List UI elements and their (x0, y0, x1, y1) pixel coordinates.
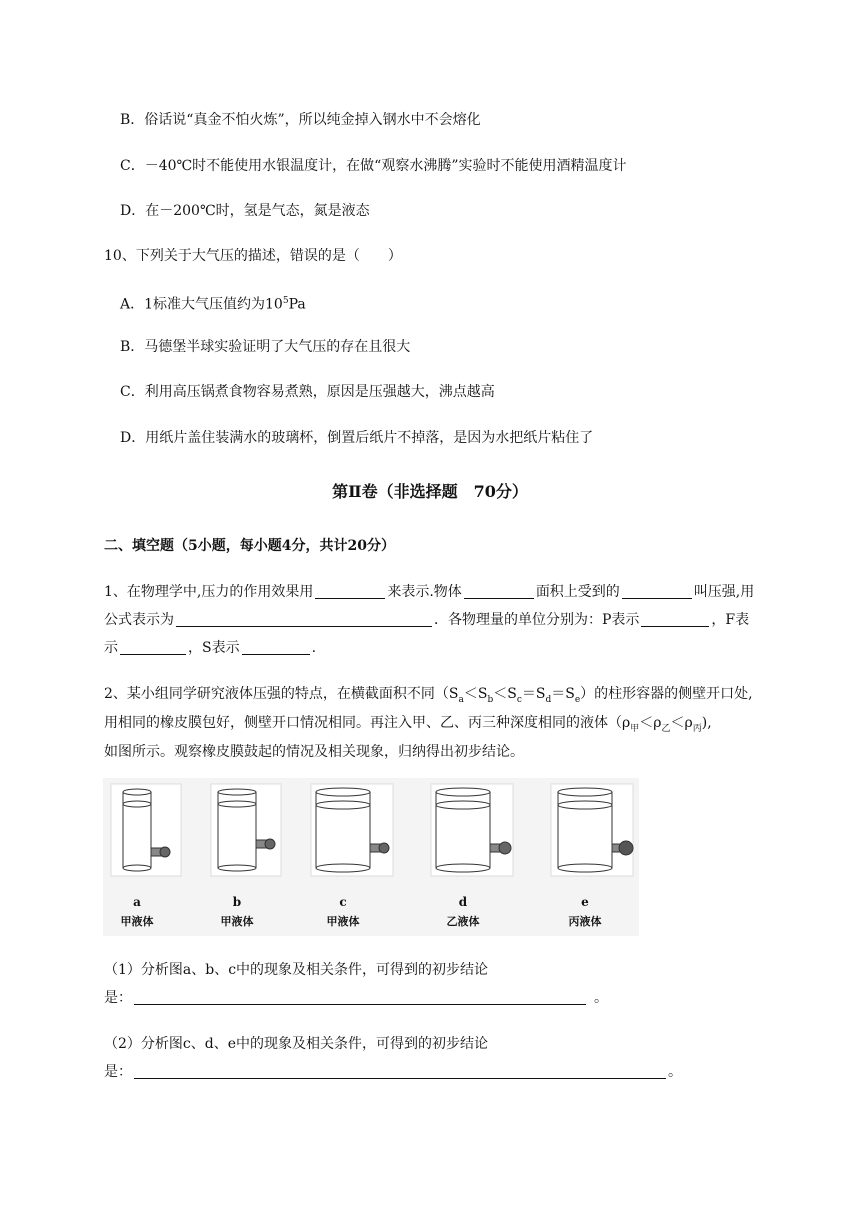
q2-line-2 (104, 713, 712, 739)
figure-liquid-b: 甲液体 (220, 915, 254, 928)
q2-sub2-blank[interactable] (134, 1064, 666, 1079)
q1-blank-p[interactable] (641, 612, 709, 627)
q2-eq-2: ＝S (551, 686, 575, 702)
q2-sub1-line-1: （1）分析图a、b、c中的现象及相关条件，可得到的初步结论 (104, 962, 489, 978)
q10-option-a-unit: Pa (288, 296, 306, 313)
q2-eq-1: ＝S (521, 686, 546, 702)
q2-text-4: ), (701, 715, 712, 731)
q1-line-2 (104, 610, 749, 630)
figure-liquid-a: 甲液体 (120, 915, 154, 928)
q1-blank-2[interactable] (464, 584, 534, 599)
container-c (311, 784, 393, 876)
q10-option-d: D．用纸片盖住装满水的玻璃杯，倒置后纸片不掉落，是因为水把纸片粘住了 (120, 430, 594, 446)
q1-blank-3[interactable] (622, 584, 692, 599)
section-title: 第Ⅱ卷（非选择题 70分） (332, 482, 528, 501)
q2-sub1-line-2 (104, 988, 608, 1008)
q2-lt-2: ＜S (493, 686, 517, 702)
q10-stem: 10、下列关于大气压的描述，错误的是（ ） (104, 248, 402, 264)
q10-option-c: C．利用高压锅煮食物容易煮熟，原因是压强越大，沸点越高 (120, 384, 495, 400)
q2-lt-3: ＜ρ (639, 715, 662, 731)
q10-option-a (120, 291, 306, 315)
q2-text-2: ）的柱形容器的侧壁开口处, (580, 686, 753, 702)
figure-label-a: a (133, 895, 141, 909)
figure-label-c: c (339, 895, 347, 909)
figure-liquid-e: 丙液体 (568, 915, 602, 928)
container-a (111, 784, 181, 876)
q1-line-1 (104, 582, 754, 602)
q2-sub2-end: 。 (668, 1064, 682, 1080)
q2-sub-d: d (545, 694, 552, 705)
q2-sub-c: c (516, 694, 522, 705)
q2-sub-e: e (574, 694, 581, 705)
container-d (431, 784, 513, 876)
container-b (211, 784, 281, 876)
figure-liquid-c: 甲液体 (326, 915, 360, 928)
q1-text-8: 示 (104, 640, 118, 656)
figure-label-e: e (581, 895, 589, 909)
q2-line-3: 如图所示。观察橡皮膜鼓起的情况及相关现象，归纳得出初步结论。 (104, 744, 524, 760)
q1-text-6: ．各物理量的单位分别为：P表示 (434, 612, 640, 628)
q2-sub-jia: 甲 (630, 723, 640, 734)
q1-blank-1[interactable] (315, 584, 385, 599)
figure-label-b: b (232, 895, 242, 909)
q1-blank-s[interactable] (242, 640, 310, 655)
part2-heading: 二、填空题（5小题，每小题4分，共计20分） (104, 538, 395, 554)
figure-label-d: d (458, 895, 468, 909)
q2-sub-b: b (487, 694, 494, 705)
q2-sub1-label: 是： (104, 990, 132, 1006)
q1-text-4: 叫压强,用 (693, 584, 755, 600)
q2-text-1: 2、某小组同学研究液体压强的特点，在横截面积不同（S (104, 686, 459, 702)
q2-sub2-line-2 (104, 1062, 682, 1082)
containers-drawing (103, 778, 639, 878)
q1-text-7: ，F表 (711, 612, 750, 628)
q1-text-2: 来表示.物体 (387, 584, 462, 600)
q10-option-a-text: A．1标准大气压值约为10 (120, 296, 283, 313)
q2-sub-a: a (458, 694, 464, 705)
q2-sub2-line-1: （2）分析图c、d、e中的现象及相关条件，可得到的初步结论 (104, 1036, 488, 1052)
q2-text-3: 用相同的橡皮膜包好，侧壁开口情况相同。再注入甲、乙、丙三种深度相同的液体（ρ (104, 715, 631, 731)
q1-blank-f[interactable] (120, 640, 186, 655)
q1-blank-formula[interactable] (176, 612, 432, 627)
figure-liquid-d: 乙液体 (446, 915, 480, 928)
q10-option-b: B．马德堡半球实验证明了大气压的存在且很大 (120, 339, 411, 355)
q9-option-b: B．俗话说“真金不怕火炼”，所以纯金掉入钢水中不会熔化 (120, 112, 481, 128)
q10-option-a-exponent: 5 (282, 296, 289, 306)
q1-text-10: . (311, 640, 317, 656)
container-e (551, 784, 633, 876)
q1-text-9: ，S表示 (188, 640, 240, 656)
q2-sub2-label: 是： (104, 1064, 132, 1080)
q9-option-c: C．－40℃时不能使用水银温度计，在做“观察水沸腾”实验时不能使用酒精温度计 (120, 158, 627, 174)
q1-text-5: 公式表示为 (104, 612, 174, 628)
q2-sub-bing: 丙 (692, 723, 702, 734)
q2-lt-1: ＜S (463, 686, 488, 702)
q2-sub1-blank[interactable] (134, 990, 586, 1005)
q2-line-1 (104, 684, 753, 710)
containers-figure (103, 778, 639, 936)
q2-sub-yi: 乙 (661, 723, 671, 734)
q9-option-d: D．在－200℃时，氢是气态，氮是液态 (120, 203, 370, 219)
q2-lt-4: ＜ρ (670, 715, 693, 731)
q1-line-3 (104, 638, 316, 658)
q2-sub1-end: 。 (594, 990, 608, 1006)
q1-text-3: 面积上受到的 (535, 584, 620, 600)
q1-text-1: 1、在物理学中,压力的作用效果用 (104, 584, 314, 600)
